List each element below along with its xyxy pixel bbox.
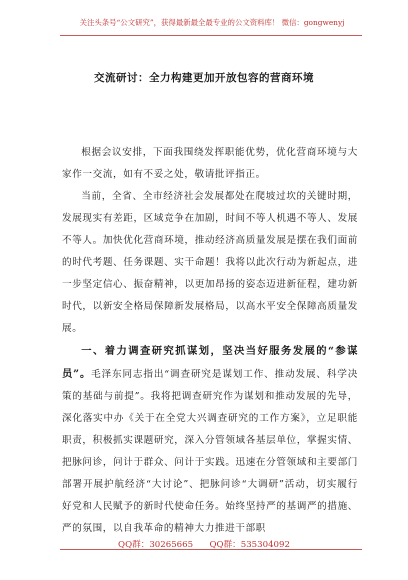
document-title: 交流研讨：全力构建更加开放包容的营商环境 [94, 72, 314, 84]
header-banner: 关注头条号“公文研究”，获得最新最全最专业的公文资料库！ 微信：gongwenyj [79, 18, 345, 27]
paragraph-intro: 根据会议安排，下面我围绕发挥职能优势，优化营商环境与大家作一交流，如有不妥之处，敬请批评指正。 [62, 147, 358, 180]
footer-divider [60, 549, 362, 550]
footer-qq-groups: QQ群：30265665 QQ群：535304092 [118, 540, 290, 550]
header-divider [60, 35, 362, 36]
document-body [62, 142, 358, 540]
section-1 [62, 340, 358, 540]
section-1-body: 毛泽东同志指出“调查研究是谋划工作、推动发展、科学决策的基础与前提”。我将把调查研究作为谋划和推动发展的先导，深化落实中办《关于在全党大兴调查研究的工作方案》，立足职能职责，积极抓实课题研究，深入分管领域各基层单位，掌握实情、把脉问诊，问计于群众、问计于实践。迅速在分管领域和主要部门部署开展护航经济“大讨论”、把脉问诊“大调研”活动，切实履行好党和人民赋予的新时代使命任务。始终坚持严的基调严的措施、严的氛围，以自我革命的精神大力推进干部职 [62, 369, 358, 534]
section-1-heading: 一、着力调查研究抓谋划，坚决当好服务发展的“参谋员”。 [62, 345, 358, 380]
paragraph-context: 当前，全省、全市经济社会发展都处在爬坡过坎的关键时期，发展现实有差距，区域竞争在加剧，时间不等人机遇不等人、发展不等人。加快优化营商环境，推动经济高质量发展是摆在我们面前的时代考题、任务课题、实干命题！我将以此次行动为新起点，进一步坚定信心、振奋精神，以更加昂扬的姿态迈进新征程，建功新时代，以新安全格局保障新发展格局，以高水平安全保障高质量发展。 [62, 191, 358, 334]
